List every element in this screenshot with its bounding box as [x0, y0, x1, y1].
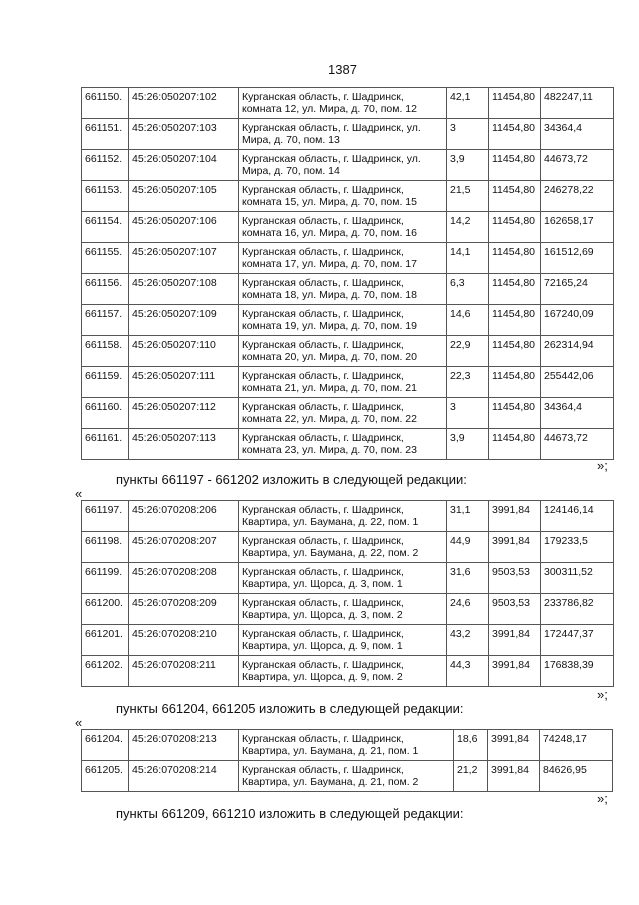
- address-cell: Курганская область, г. Шадринск, Квартира, ул. Щорса, д. 3, пом. 2: [239, 594, 447, 625]
- rate-cell: 3991,84: [488, 761, 540, 792]
- property-table-2: [81, 500, 614, 687]
- cadastral-number-cell: 45:26:050207:109: [129, 305, 239, 336]
- table-row: [82, 656, 614, 687]
- closing-quote-2: »;: [597, 687, 608, 702]
- rate-cell: 3991,84: [489, 532, 541, 563]
- value-cell: 72165,24: [541, 274, 614, 305]
- rate-cell: 3991,84: [489, 656, 541, 687]
- area-cell: 14,2: [447, 212, 489, 243]
- table-row: [82, 336, 614, 367]
- value-cell: 74248,17: [540, 730, 613, 761]
- address-cell: Курганская область, г. Шадринск, ул. Мира, д. 70, пом. 14: [239, 150, 447, 181]
- table-row: [82, 625, 614, 656]
- item-number-cell: 661158.: [82, 336, 129, 367]
- cadastral-number-cell: 45:26:070208:208: [129, 563, 239, 594]
- table-row: [82, 274, 614, 305]
- rate-cell: 11454,80: [489, 119, 541, 150]
- item-number-cell: 661202.: [82, 656, 129, 687]
- rate-cell: 11454,80: [489, 336, 541, 367]
- address-cell: Курганская область, г. Шадринск, Квартира, ул. Щорса, д. 3, пом. 1: [239, 563, 447, 594]
- area-cell: 44,9: [447, 532, 489, 563]
- area-cell: 3: [447, 119, 489, 150]
- value-cell: 34364,4: [541, 119, 614, 150]
- page-number: 1387: [328, 62, 357, 77]
- value-cell: 44673,72: [541, 150, 614, 181]
- value-cell: 162658,17: [541, 212, 614, 243]
- area-cell: 24,6: [447, 594, 489, 625]
- item-number-cell: 661200.: [82, 594, 129, 625]
- closing-quote-3: »;: [597, 791, 608, 806]
- item-number-cell: 661157.: [82, 305, 129, 336]
- table-row: [82, 119, 614, 150]
- table-row: [82, 367, 614, 398]
- address-cell: Курганская область, г. Шадринск, Квартира, ул. Баумана, д. 22, пом. 1: [239, 501, 447, 532]
- value-cell: 44673,72: [541, 429, 614, 460]
- table-row: [82, 594, 614, 625]
- address-cell: Курганская область, г. Шадринск, комната 12, ул. Мира, д. 70, пом. 12: [239, 88, 447, 119]
- item-number-cell: 661153.: [82, 181, 129, 212]
- paragraph-amend-661197-661202: пункты 661197 - 661202 изложить в следующей редакции:: [116, 472, 467, 487]
- address-cell: Курганская область, г. Шадринск, комната 17, ул. Мира, д. 70, пом. 17: [239, 243, 447, 274]
- rate-cell: 3991,84: [489, 625, 541, 656]
- table-row: [82, 181, 614, 212]
- item-number-cell: 661197.: [82, 501, 129, 532]
- paragraph-amend-661209-661210: пункты 661209, 661210 изложить в следующей редакции:: [116, 806, 464, 821]
- address-cell: Курганская область, г. Шадринск, Квартира, ул. Щорса, д. 9, пом. 1: [239, 625, 447, 656]
- item-number-cell: 661199.: [82, 563, 129, 594]
- area-cell: 3,9: [447, 429, 489, 460]
- value-cell: 167240,09: [541, 305, 614, 336]
- item-number-cell: 661154.: [82, 212, 129, 243]
- address-cell: Курганская область, г. Шадринск, комната 19, ул. Мира, д. 70, пом. 19: [239, 305, 447, 336]
- rate-cell: 11454,80: [489, 367, 541, 398]
- address-cell: Курганская область, г. Шадринск, комната 21, ул. Мира, д. 70, пом. 21: [239, 367, 447, 398]
- value-cell: 300311,52: [541, 563, 614, 594]
- item-number-cell: 661204.: [82, 730, 129, 761]
- item-number-cell: 661201.: [82, 625, 129, 656]
- rate-cell: 11454,80: [489, 305, 541, 336]
- address-cell: Курганская область, г. Шадринск, Квартира, ул. Баумана, д. 22, пом. 2: [239, 532, 447, 563]
- cadastral-number-cell: 45:26:050207:105: [129, 181, 239, 212]
- area-cell: 21,2: [454, 761, 488, 792]
- address-cell: Курганская область, г. Шадринск, ул. Мира, д. 70, пом. 13: [239, 119, 447, 150]
- cadastral-number-cell: 45:26:050207:110: [129, 336, 239, 367]
- value-cell: 161512,69: [541, 243, 614, 274]
- cadastral-number-cell: 45:26:070208:209: [129, 594, 239, 625]
- rate-cell: 11454,80: [489, 88, 541, 119]
- opening-quote-2: «: [75, 715, 83, 730]
- item-number-cell: 661159.: [82, 367, 129, 398]
- value-cell: 246278,22: [541, 181, 614, 212]
- cadastral-number-cell: 45:26:070208:206: [129, 501, 239, 532]
- cadastral-number-cell: 45:26:070208:211: [129, 656, 239, 687]
- table-row: [82, 761, 613, 792]
- rate-cell: 11454,80: [489, 274, 541, 305]
- value-cell: 233786,82: [541, 594, 614, 625]
- item-number-cell: 661156.: [82, 274, 129, 305]
- address-cell: Курганская область, г. Шадринск, комната 15, ул. Мира, д. 70, пом. 15: [239, 181, 447, 212]
- rate-cell: 11454,80: [489, 243, 541, 274]
- cadastral-number-cell: 45:26:070208:210: [129, 625, 239, 656]
- value-cell: 34364,4: [541, 398, 614, 429]
- area-cell: 42,1: [447, 88, 489, 119]
- area-cell: 31,6: [447, 563, 489, 594]
- area-cell: 44,3: [447, 656, 489, 687]
- address-cell: Курганская область, г. Шадринск, Квартира, ул. Баумана, д. 21, пом. 2: [239, 761, 454, 792]
- rate-cell: 9503,53: [489, 594, 541, 625]
- cadastral-number-cell: 45:26:070208:207: [129, 532, 239, 563]
- item-number-cell: 661151.: [82, 119, 129, 150]
- area-cell: 31,1: [447, 501, 489, 532]
- rate-cell: 3991,84: [489, 501, 541, 532]
- area-cell: 18,6: [454, 730, 488, 761]
- value-cell: 124146,14: [541, 501, 614, 532]
- area-cell: 43,2: [447, 625, 489, 656]
- rate-cell: 11454,80: [489, 181, 541, 212]
- area-cell: 14,6: [447, 305, 489, 336]
- table-row: [82, 305, 614, 336]
- value-cell: 255442,06: [541, 367, 614, 398]
- value-cell: 176838,39: [541, 656, 614, 687]
- cadastral-number-cell: 45:26:050207:102: [129, 88, 239, 119]
- property-table-1: [81, 87, 614, 460]
- rate-cell: 9503,53: [489, 563, 541, 594]
- opening-quote-1: «: [75, 486, 83, 501]
- value-cell: 262314,94: [541, 336, 614, 367]
- rate-cell: 11454,80: [489, 429, 541, 460]
- item-number-cell: 661161.: [82, 429, 129, 460]
- rate-cell: 3991,84: [488, 730, 540, 761]
- cadastral-number-cell: 45:26:070208:213: [129, 730, 239, 761]
- cadastral-number-cell: 45:26:050207:107: [129, 243, 239, 274]
- item-number-cell: 661155.: [82, 243, 129, 274]
- table-row: [82, 730, 613, 761]
- closing-quote-1: »;: [597, 458, 608, 473]
- cadastral-number-cell: 45:26:050207:112: [129, 398, 239, 429]
- cadastral-number-cell: 45:26:070208:214: [129, 761, 239, 792]
- table-row: [82, 429, 614, 460]
- cadastral-number-cell: 45:26:050207:103: [129, 119, 239, 150]
- item-number-cell: 661205.: [82, 761, 129, 792]
- rate-cell: 11454,80: [489, 398, 541, 429]
- value-cell: 172447,37: [541, 625, 614, 656]
- table-row: [82, 212, 614, 243]
- table-row: [82, 398, 614, 429]
- address-cell: Курганская область, г. Шадринск, Квартира, ул. Баумана, д. 21, пом. 1: [239, 730, 454, 761]
- address-cell: Курганская область, г. Шадринск, комната 22, ул. Мира, д. 70, пом. 22: [239, 398, 447, 429]
- value-cell: 179233,5: [541, 532, 614, 563]
- cadastral-number-cell: 45:26:050207:113: [129, 429, 239, 460]
- cadastral-number-cell: 45:26:050207:111: [129, 367, 239, 398]
- cadastral-number-cell: 45:26:050207:106: [129, 212, 239, 243]
- property-table-3: [81, 729, 613, 792]
- table-row: [82, 563, 614, 594]
- rate-cell: 11454,80: [489, 150, 541, 181]
- item-number-cell: 661150.: [82, 88, 129, 119]
- table-row: [82, 501, 614, 532]
- item-number-cell: 661160.: [82, 398, 129, 429]
- cadastral-number-cell: 45:26:050207:104: [129, 150, 239, 181]
- address-cell: Курганская область, г. Шадринск, комната 16, ул. Мира, д. 70, пом. 16: [239, 212, 447, 243]
- address-cell: Курганская область, г. Шадринск, комната 23, ул. Мира, д. 70, пом. 23: [239, 429, 447, 460]
- item-number-cell: 661152.: [82, 150, 129, 181]
- address-cell: Курганская область, г. Шадринск, комната 20, ул. Мира, д. 70, пом. 20: [239, 336, 447, 367]
- table-row: [82, 88, 614, 119]
- paragraph-amend-661204-661205: пункты 661204, 661205 изложить в следующей редакции:: [116, 701, 464, 716]
- rate-cell: 11454,80: [489, 212, 541, 243]
- area-cell: 21,5: [447, 181, 489, 212]
- area-cell: 3,9: [447, 150, 489, 181]
- table-row: [82, 150, 614, 181]
- area-cell: 22,9: [447, 336, 489, 367]
- address-cell: Курганская область, г. Шадринск, комната 18, ул. Мира, д. 70, пом. 18: [239, 274, 447, 305]
- value-cell: 84626,95: [540, 761, 613, 792]
- area-cell: 22,3: [447, 367, 489, 398]
- table-row: [82, 243, 614, 274]
- item-number-cell: 661198.: [82, 532, 129, 563]
- area-cell: 3: [447, 398, 489, 429]
- address-cell: Курганская область, г. Шадринск, Квартира, ул. Щорса, д. 9, пом. 2: [239, 656, 447, 687]
- cadastral-number-cell: 45:26:050207:108: [129, 274, 239, 305]
- area-cell: 6,3: [447, 274, 489, 305]
- area-cell: 14,1: [447, 243, 489, 274]
- table-row: [82, 532, 614, 563]
- value-cell: 482247,11: [541, 88, 614, 119]
